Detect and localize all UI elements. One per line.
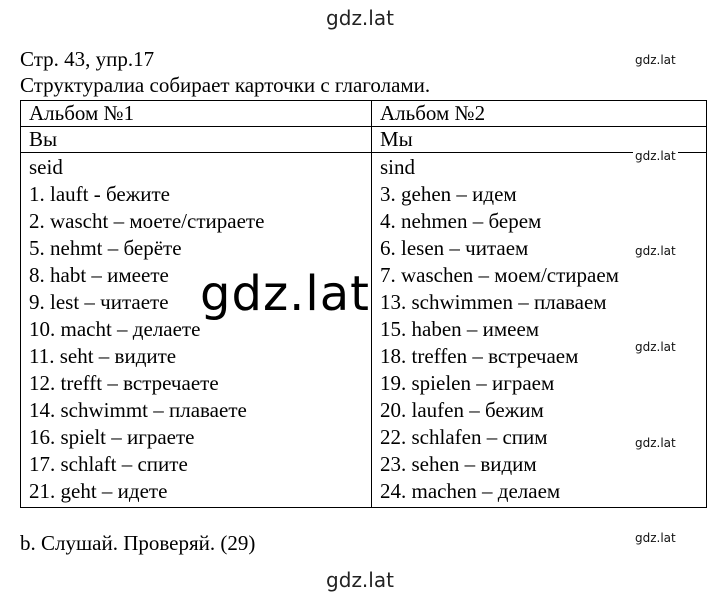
list-item: 4. nehmen – берем xyxy=(380,209,542,233)
list-item: 11. seht – видите xyxy=(29,344,177,368)
table-header-row xyxy=(21,101,707,127)
list-item: 18. treffen – встречаем xyxy=(380,344,579,368)
list-item: 8. habt – имеете xyxy=(29,263,169,287)
watermark-side: gdz.lat xyxy=(635,436,676,450)
watermark-side: gdz.lat xyxy=(635,531,676,545)
list-item: 21. geht – идете xyxy=(29,479,168,503)
list-item: 23. sehen – видим xyxy=(380,452,537,476)
watermark-side: gdz.lat xyxy=(635,244,676,258)
exercise-reference: Стр. 43, упр.17 xyxy=(20,47,155,71)
list-item: 2. wascht – моете/стираете xyxy=(29,209,265,233)
list-item: 22. schlafen – спим xyxy=(380,425,548,449)
list-item: 19. spielen – играем xyxy=(380,371,555,395)
album-1-pronoun: Вы xyxy=(21,127,372,153)
album-1-title: Альбом №1 xyxy=(21,101,372,127)
list-item: 15. haben – имеем xyxy=(380,317,540,341)
list-item: 17. schlaft – спите xyxy=(29,452,188,476)
list-item: 16. spielt – играете xyxy=(29,425,195,449)
exercise-instruction: Структуралиа собирает карточки с глаголами. xyxy=(20,73,431,97)
table-body-row xyxy=(21,153,707,508)
album-2-title: Альбом №2 xyxy=(372,101,707,127)
list-item: 12. trefft – встречаете xyxy=(29,371,219,395)
album-2-verb-list xyxy=(372,153,707,508)
list-item: 20. laufen – бежим xyxy=(380,398,544,422)
list-item: 24. machen – делаем xyxy=(380,479,561,503)
list-item: 13. schwimmen – плаваем xyxy=(380,290,607,314)
list-item: 6. lesen – читаем xyxy=(380,236,529,260)
list-item: 1. lauft - бежите xyxy=(29,182,170,206)
list-item: 14. schwimmt – плаваете xyxy=(29,398,247,422)
watermark-center: gdz.lat xyxy=(200,266,370,322)
list-item: 5. nehmt – берёте xyxy=(29,236,182,260)
list-item: sind xyxy=(380,155,416,179)
album-2-pronoun: Мы xyxy=(372,127,707,153)
watermark-side: gdz.lat xyxy=(635,149,676,163)
list-item: 7. waschen – моем/стираем xyxy=(380,263,619,287)
album-1-verb-list xyxy=(21,153,372,508)
list-item: 3. gehen – идем xyxy=(380,182,517,206)
watermark-side: gdz.lat xyxy=(635,340,676,354)
list-item: 9. lest – читаете xyxy=(29,290,169,314)
list-item: seid xyxy=(29,155,63,179)
watermark-bottom: gdz.lat xyxy=(326,568,394,592)
watermark-side: gdz.lat xyxy=(635,53,676,67)
table-pronoun-row xyxy=(21,127,707,153)
watermark-top: gdz.lat xyxy=(326,6,394,30)
list-item: 10. macht – делаете xyxy=(29,317,201,341)
footer-instruction: b. Слушай. Проверяй. (29) xyxy=(20,531,256,555)
